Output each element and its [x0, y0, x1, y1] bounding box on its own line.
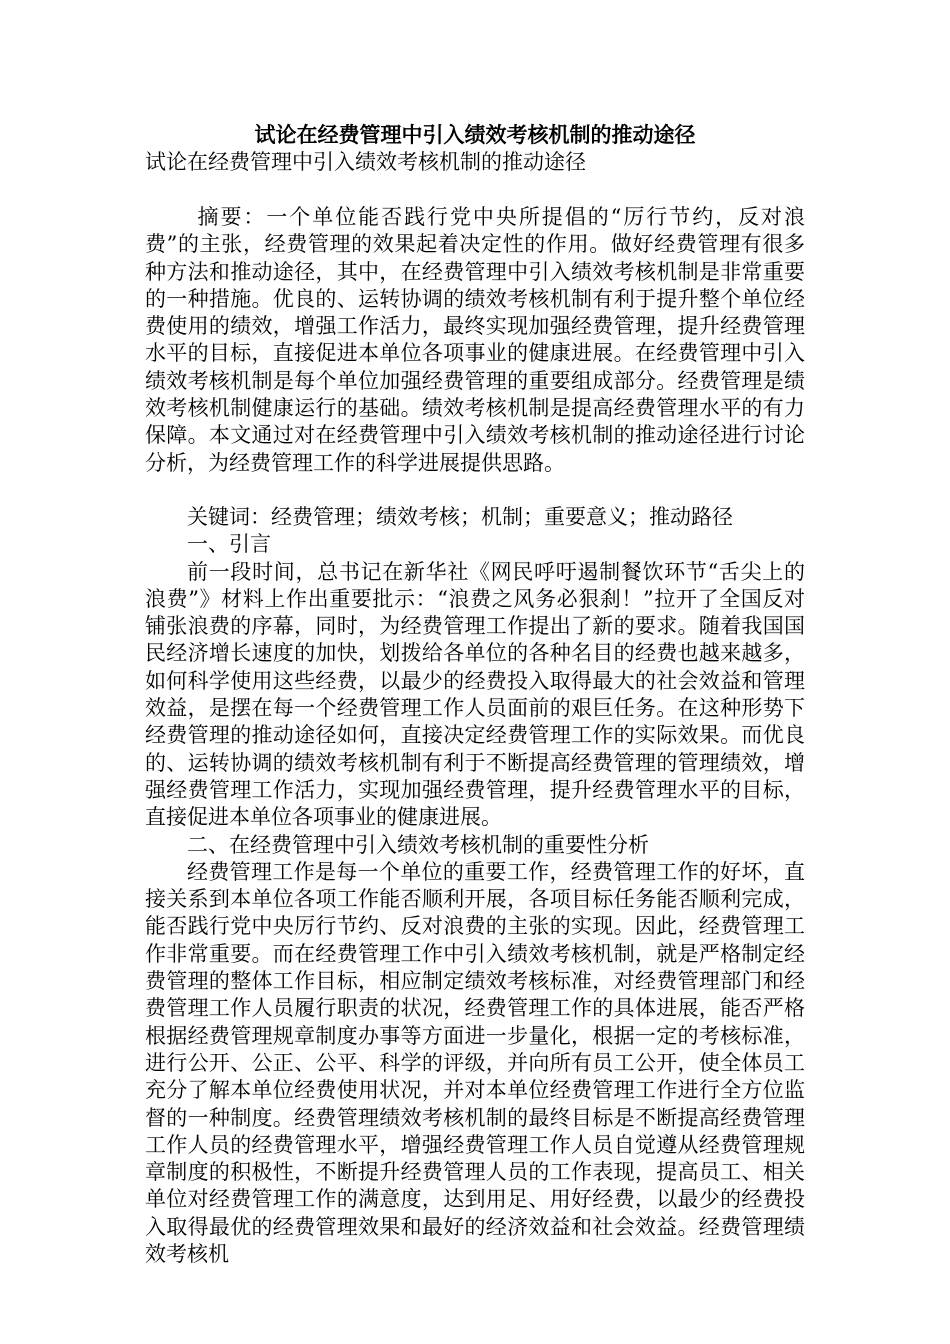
document-title: 试论在经费管理中引入绩效考核机制的推动途径 — [254, 122, 696, 147]
introduction-paragraph: 前一段时间，总书记在新华社《网民呼吁遏制餐饮环节“舌尖上的浪费”》材料上作出重要批示：“浪费之风务必狠刹！”拉开了全国反对铺张浪费的序幕，同时，为经费管理工作提出了新的要求。随着我国国民经济增长速度的加快，划拨给各单位的各种名目的经费也越来越多，如何科学使用这些经费，以最少的经费投入取得最大的社会效益和管理效益，是摆在每一个经费管理工作人员面前的艰巨任务。在这种形势下经费管理的推动途径如何，直接决定经费管理工作的实际效果。而优良的、运转协调的绩效考核机制有利于不断提高经费管理的管理绩效，增强经费管理工作活力，实现加强经费管理，提升经费管理水平的目标，直接促进本单位各项事业的健康进展。 — [145, 559, 805, 830]
importance-paragraph: 经费管理工作是每一个单位的重要工作，经费管理工作的好坏，直接关系到本单位各项工作能否顺利开展，各项目标任务能否顺利完成，能否践行党中央厉行节约、反对浪费的主张的实现。因此，经费管理工作非常重要。而在经费管理工作中引入绩效考核机制，就是严格制定经费管理的整体工作目标，相应制定绩效考核标准，对经费管理部门和经费管理工作人员履行职责的状况，经费管理工作的具体进展，能否严格根据经费管理规章制度办事等方面进一步量化，根据一定的考核标准，进行公开、公正、公平、科学的评级，并向所有员工公开，使全体员工充分了解本单位经费使用状况，并对本单位经费管理工作进行全方位监督的一种制度。经费管理绩效考核机制的最终目标是不断提高经费管理工作人员的经费管理水平，增强经费管理工作人员自觉遵从经费管理规章制度的积极性，不断提升经费管理人员的工作表现，提高员工、相关单位对经费管理工作的满意度，达到用足、用好经费，以最少的经费投入取得最优的经费管理效果和最好的经济效益和社会效益。经费管理绩效考核机 — [145, 859, 805, 1266]
section-heading-introduction: 一、引言 — [187, 532, 271, 557]
abstract-paragraph: 摘要：一个单位能否践行党中央所提倡的“厉行节约，反对浪费”的主张，经费管理的效果起着决定性的作用。做好经费管理有很多种方法和推动途径，其中，在经费管理中引入绩效考核机制是非常重要的一种措施。优良的、运转协调的绩效考核机制有利于提升整个单位经费使用的绩效，增强工作活力，最终实现加强经费管理，提升经费管理水平的目标，直接促进本单位各项事业的健康进展。在经费管理中引入绩效考核机制是每个单位加强经费管理的重要组成部分。经费管理是绩效考核机制健康运行的基础。绩效考核机制是提高经费管理水平的有力保障。本文通过对在经费管理中引入绩效考核机制的推动途径进行讨论分析，为经费管理工作的科学进展提供思路。 — [145, 205, 805, 475]
keywords-line: 关键词：经费管理；绩效考核；机制；重要意义；推动路径 — [187, 504, 733, 529]
section-heading-importance: 二、在经费管理中引入绩效考核机制的重要性分析 — [187, 832, 649, 857]
document-subtitle: 试论在经费管理中引入绩效考核机制的推动途径 — [145, 150, 586, 174]
document-page — [145, 122, 805, 1268]
